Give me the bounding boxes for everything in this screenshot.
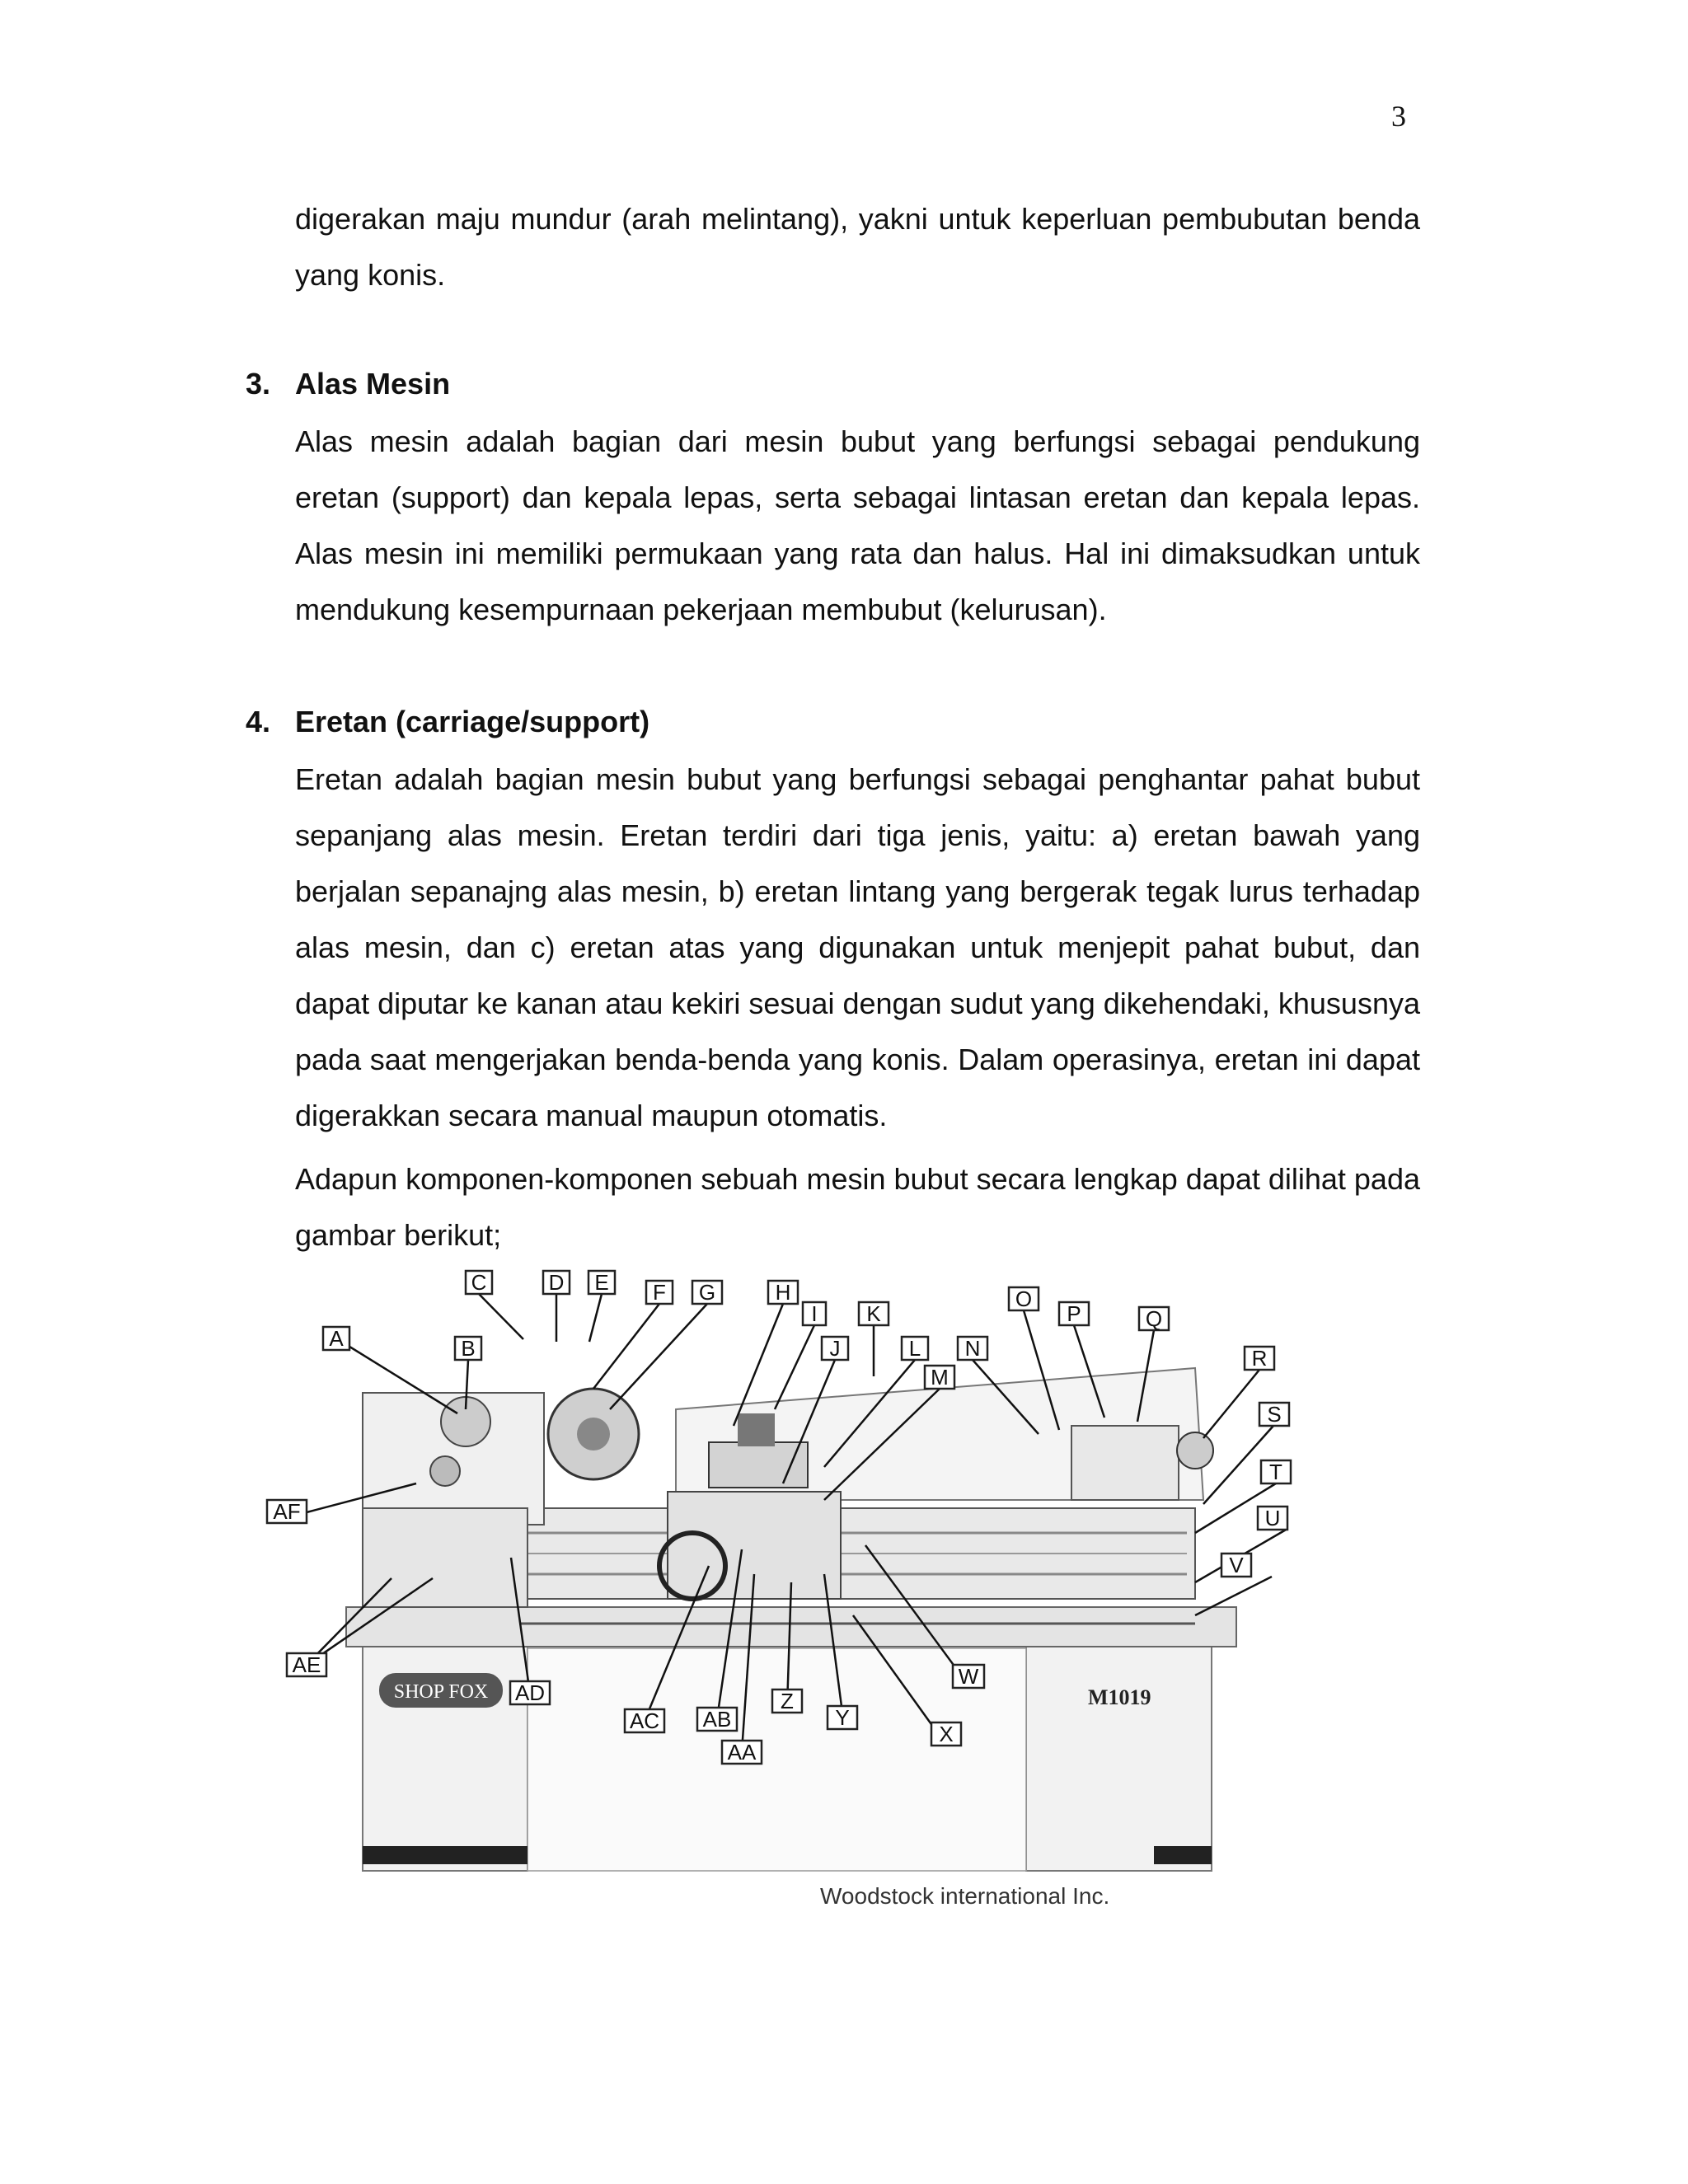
- label-K: [859, 1301, 889, 1326]
- label-W: [953, 1664, 984, 1689]
- svg-text:AA: AA: [727, 1740, 757, 1765]
- svg-text:S: S: [1267, 1402, 1282, 1427]
- tool-post: [738, 1413, 775, 1446]
- svg-text:X: X: [939, 1722, 954, 1746]
- section-number: 4.: [246, 705, 271, 738]
- label-X: [931, 1722, 961, 1746]
- label-G: [692, 1280, 722, 1305]
- svg-text:K: K: [866, 1301, 881, 1326]
- label-U: [1258, 1506, 1287, 1530]
- intro-paragraph: digerakan maju mundur (arah melintang), yakni untuk keperluan pembubutan benda yang konis.: [295, 202, 1420, 292]
- page-number: 3: [1391, 100, 1406, 133]
- label-AB: [697, 1707, 737, 1732]
- svg-text:AC: AC: [629, 1708, 660, 1733]
- section-heading-alas-mesin: [246, 367, 450, 401]
- brand-plate-text: SHOP FOX: [393, 1681, 489, 1703]
- label-AF: [267, 1499, 307, 1524]
- svg-text:Y: Y: [835, 1705, 850, 1730]
- svg-text:O: O: [1015, 1286, 1033, 1311]
- label-H: [768, 1280, 798, 1305]
- svg-text:U: U: [1264, 1506, 1281, 1530]
- label-V: [1221, 1553, 1251, 1577]
- svg-text:T: T: [1269, 1460, 1282, 1484]
- svg-text:A: A: [329, 1326, 344, 1351]
- svg-text:E: E: [594, 1270, 609, 1295]
- svg-text:Q: Q: [1145, 1306, 1163, 1331]
- label-AA: [722, 1740, 762, 1765]
- svg-text:H: H: [775, 1280, 791, 1305]
- svg-text:AD: AD: [514, 1680, 546, 1705]
- label-S: [1259, 1402, 1289, 1427]
- lathe-base-middle: [528, 1648, 1026, 1871]
- tailstock: [1071, 1426, 1179, 1500]
- svg-text:Z: Z: [781, 1689, 794, 1713]
- svg-text:J: J: [829, 1336, 841, 1361]
- lathe-base-right: [1026, 1640, 1212, 1871]
- label-M: [925, 1365, 954, 1390]
- label-AE: [287, 1652, 326, 1677]
- label-AC: [625, 1708, 664, 1733]
- section-body-eretan: Eretan adalah bagian mesin bubut yang berfungsi sebagai penghantar pahat bubut sepanjang alas mesin. Eretan terdiri dari tiga jenis, yaitu: a) eretan bawah yang berjalan sepanajng alas mesin, b) eretan lintang yang bergerak tegak lurus terhadap alas mesin, dan c) eretan atas yang digunakan untuk menjepit pahat bubut, dan dapat diputar ke kanan atau kekiri sesuai dengan sudut yang dikehendaki, khususnya pada saat mengerjakan benda-benda yang konis. Dalam operasinya, eretan ini dapat digerakkan secara manual maupun otomatis.: [295, 762, 1420, 1132]
- gearbox: [363, 1508, 528, 1607]
- svg-text:P: P: [1067, 1301, 1081, 1326]
- svg-text:M: M: [931, 1365, 949, 1390]
- label-T: [1261, 1460, 1291, 1484]
- label-B: [455, 1336, 481, 1361]
- label-Q: [1139, 1306, 1169, 1331]
- label-P: [1059, 1301, 1089, 1326]
- svg-text:F: F: [653, 1280, 666, 1305]
- svg-text:G: G: [698, 1280, 716, 1305]
- svg-text:AE: AE: [292, 1652, 321, 1677]
- label-F: [646, 1280, 673, 1305]
- label-C: [466, 1270, 492, 1295]
- label-J: [822, 1336, 848, 1361]
- label-A: [323, 1326, 349, 1351]
- figure-caption: Woodstock international Inc.: [820, 1883, 1110, 1909]
- svg-text:C: C: [471, 1270, 487, 1295]
- model-plate-text: M1019: [1088, 1685, 1151, 1709]
- closing-paragraph: Adapun komponen-komponen sebuah mesin bubut secara lengkap dapat dilihat pada gambar berikut;: [295, 1162, 1420, 1252]
- svg-text:I: I: [811, 1301, 818, 1326]
- label-Z: [772, 1689, 802, 1713]
- label-R: [1245, 1346, 1274, 1371]
- label-O: [1009, 1286, 1039, 1311]
- section-number: 3.: [246, 367, 271, 401]
- svg-text:AB: AB: [702, 1707, 732, 1732]
- lathe-figure: [247, 1261, 1319, 1887]
- svg-text:AF: AF: [273, 1499, 301, 1524]
- base-stripe-left: [363, 1846, 528, 1864]
- svg-text:D: D: [548, 1270, 565, 1295]
- svg-text:L: L: [908, 1336, 921, 1361]
- base-stripe-right: [1154, 1846, 1212, 1864]
- svg-text:W: W: [958, 1664, 979, 1689]
- svg-text:V: V: [1229, 1553, 1244, 1577]
- section-body-alas-mesin: Alas mesin adalah bagian dari mesin bubut yang berfungsi sebagai pendukung eretan (support) dan kepala lepas, serta sebagai lintasan eretan dan kepala lepas. Alas mesin ini memiliki permukaan yang rata dan halus. Hal ini dimaksudkan untuk mendukung kesempurnaan pekerjaan membubut (kelurusan).: [295, 424, 1420, 626]
- label-Y: [828, 1705, 857, 1730]
- section-title: Eretan (carriage/support): [295, 705, 650, 738]
- label-L: [902, 1336, 928, 1361]
- label-AD: [510, 1680, 550, 1705]
- svg-text:B: B: [461, 1336, 476, 1361]
- section-heading-eretan: [246, 705, 649, 739]
- svg-text:N: N: [964, 1336, 981, 1361]
- label-I: [803, 1301, 826, 1326]
- section-title: Alas Mesin: [295, 367, 451, 401]
- compound-rest: [709, 1442, 808, 1488]
- svg-text:R: R: [1251, 1346, 1268, 1371]
- label-D: [543, 1270, 570, 1295]
- label-E: [588, 1270, 615, 1295]
- label-N: [958, 1336, 987, 1361]
